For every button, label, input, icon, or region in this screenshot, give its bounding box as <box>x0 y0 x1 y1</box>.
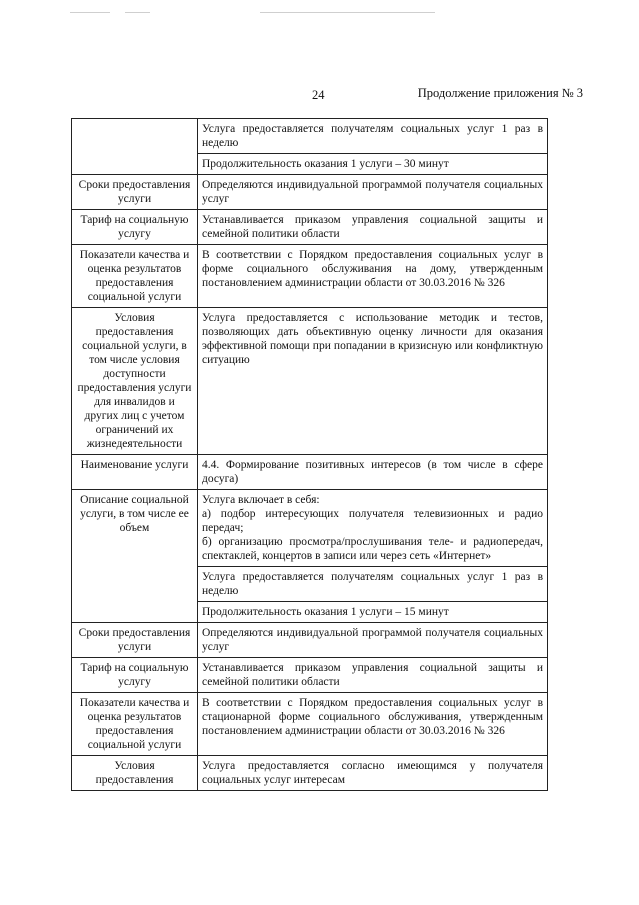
row-label: Сроки предоставления услуги <box>72 175 198 210</box>
service-table <box>71 118 548 791</box>
table-row <box>72 693 548 756</box>
page-number: 24 <box>312 88 325 102</box>
row-label: Тариф на социальную услугу <box>72 658 198 693</box>
table-row <box>72 245 548 308</box>
row-label: Наименование услуги <box>72 455 198 490</box>
row-label: Показатели качества и оценка результатов предоставления социальной услуги <box>72 245 198 308</box>
row-value: Услуга предоставляется согласно имеющимся у получателя социальных услуг интересам <box>198 756 548 791</box>
table-row <box>72 308 548 455</box>
duration-value: Продолжительность оказания 1 услуги – 30 минут <box>198 154 548 175</box>
row-value: Определяются индивидуальной программой получателя социальных услуг <box>198 623 548 658</box>
row-label: Сроки предоставления услуги <box>72 623 198 658</box>
table-row <box>72 658 548 693</box>
table-row <box>72 210 548 245</box>
scan-artifact-line <box>125 12 150 13</box>
row-value: Услуга предоставляется с использование методик и тестов, позволяющих дать объективную оценку личности для оказания эффективной помощи при попадании в кризисную или конфликтную ситуацию <box>198 308 548 455</box>
frequency-value: Услуга предоставляется получателям социальных услуг 1 раз в неделю <box>198 119 548 154</box>
row-label: Показатели качества и оценка результатов предоставления социальной услуги <box>72 693 198 756</box>
scan-artifact-line <box>70 12 110 13</box>
row-value: Определяются индивидуальной программой получателя социальных услуг <box>198 175 548 210</box>
row-value: В соответствии с Порядком предоставления социальных услуг в стационарной форме социального обслуживания, утвержденным постановлением администрации области от 30.03.2016 № 326 <box>198 693 548 756</box>
row-value: Устанавливается приказом управления социальной защиты и семейной политики области <box>198 210 548 245</box>
row-value: Устанавливается приказом управления социальной защиты и семейной политики области <box>198 658 548 693</box>
row-label: Условия предоставления <box>72 756 198 791</box>
description-value: Услуга включает в себя: а) подбор интересующих получателя телевизионных и радио передач; б) организацию просмотра/прослушивания теле- и радиопередач, спектаклей, концертов в записи или через сеть «Интернет» <box>198 490 548 567</box>
row-label: Тариф на социальную услугу <box>72 210 198 245</box>
service-name-value: 4.4. Формирование позитивных интересов (в том числе в сфере досуга) <box>198 455 548 490</box>
table-row <box>72 490 548 567</box>
duration-value: Продолжительность оказания 1 услуги – 15 минут <box>198 602 548 623</box>
appendix-label: Продолжение приложения № 3 <box>417 86 583 100</box>
table-row <box>72 175 548 210</box>
table-row <box>72 756 548 791</box>
row-label-empty <box>72 119 198 175</box>
table-row <box>72 623 548 658</box>
scan-artifact-line <box>260 12 435 13</box>
table-row <box>72 119 548 154</box>
frequency-value: Услуга предоставляется получателям социальных услуг 1 раз в неделю <box>198 567 548 602</box>
table-row <box>72 455 548 490</box>
row-value: В соответствии с Порядком предоставления социальных услуг в форме социального обслуживания на дому, утвержденным постановлением администрации области от 30.03.2016 № 326 <box>198 245 548 308</box>
row-label: Описание социальной услуги, в том числе ее объем <box>72 490 198 623</box>
row-label: Условия предоставления социальной услуги, в том числе условия доступности предоставления услуги для инвалидов и других лиц с учетом ограничений их жизнедеятельности <box>72 308 198 455</box>
